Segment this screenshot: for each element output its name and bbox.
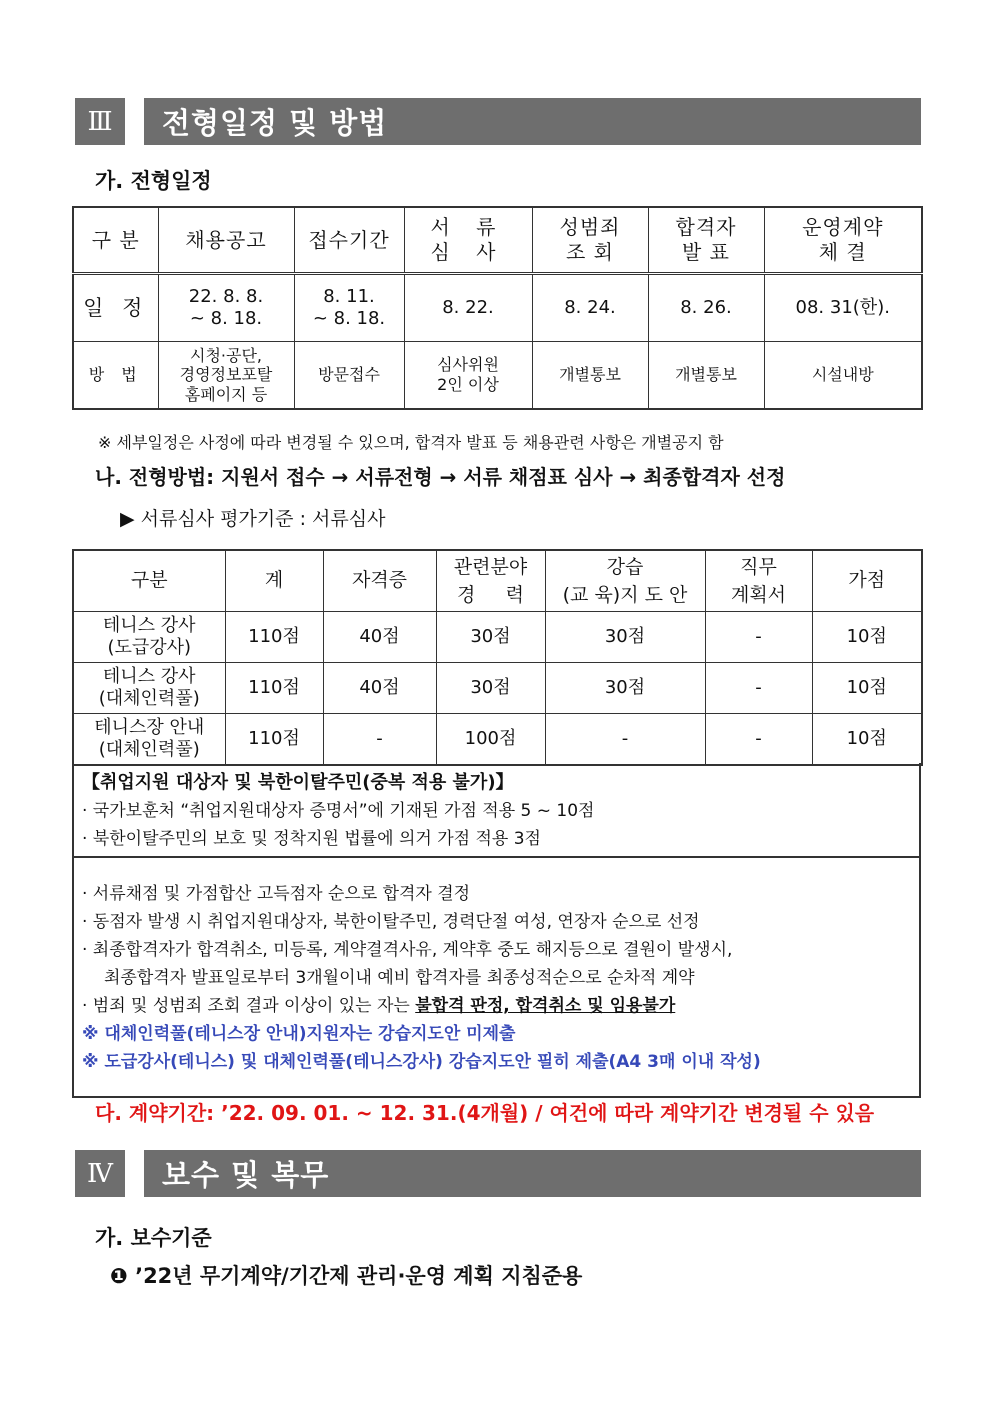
table-cell: 10점	[812, 714, 922, 766]
table-cell: 8. 26.	[648, 274, 764, 342]
header-cell: 자격증	[323, 550, 436, 612]
header-cell: 성범죄 조 회	[532, 207, 648, 274]
header-cell: 관련분야 경 력	[436, 550, 545, 612]
blue-note: ※ 도급강사(테니스) 및 대체인력풀(테니스강사) 강습지도안 필히 제출(A4 3매 이내 작성)	[82, 1052, 761, 1072]
pay-heading: 가. 보수기준	[95, 1226, 212, 1250]
rules-box	[72, 857, 921, 1098]
table-cell: 30점	[436, 663, 545, 714]
header-cell: 채용공고	[158, 207, 294, 274]
table-cell: 8. 24.	[532, 274, 648, 342]
header-cell: 운영계약 체 결	[764, 207, 922, 274]
section-number: Ⅲ	[75, 98, 125, 145]
table-cell: 08. 31(한).	[764, 274, 922, 342]
rule-line: · 서류채점 및 가점합산 고득점자 순으로 합격자 결정	[82, 884, 471, 904]
section-number: Ⅳ	[75, 1150, 125, 1197]
table-cell: -	[705, 663, 812, 714]
table-cell: 30점	[545, 612, 705, 663]
header-cell: 접수기간	[294, 207, 404, 274]
number-one-icon: ❶	[110, 1264, 128, 1288]
table-cell: 개별통보	[648, 342, 764, 410]
table-cell: -	[545, 714, 705, 766]
pay-item-text: ’22년 무기계약/기간제 관리·운영 계획 지침준용	[135, 1264, 583, 1288]
table-cell: -	[705, 714, 812, 766]
section-title: 보수 및 복무	[144, 1150, 921, 1197]
header-cell: 직무 계획서	[705, 550, 812, 612]
bonus-line: · 국가보훈처 “취업지원대상자 증명서”에 기재된 가점 적용 5 ~ 10점	[82, 801, 595, 821]
header-cell: 서 류 심 사	[404, 207, 532, 274]
table-row	[73, 612, 922, 663]
row-label: 일 정	[73, 274, 158, 342]
blue-note: ※ 대체인력풀(테니스장 안내)지원자는 강습지도안 미제출	[82, 1024, 516, 1044]
method-heading: 나. 전형방법: 지원서 접수 → 서류전형 → 서류 채점표 심사 → 최종합격자 선정	[95, 465, 786, 489]
criteria-line: ▶ 서류심사 평가기준 : 서류심사	[120, 508, 386, 530]
bonus-line: · 북한이탈주민의 보호 및 정착지원 법률에 의거 가점 적용 3점	[82, 829, 541, 849]
table-cell: 40점	[323, 663, 436, 714]
table-cell: 10점	[812, 663, 922, 714]
rule-line: 최종합격자 발표일로부터 3개월이내 예비 합격자를 최종성적순으로 순차적 계약	[104, 968, 695, 988]
table-cell: 30점	[545, 663, 705, 714]
row-label: 방 법	[73, 342, 158, 410]
table-cell: 30점	[436, 612, 545, 663]
table-cell: 테니스 강사 (대체인력풀)	[73, 663, 225, 714]
header-cell: 구분	[73, 550, 225, 612]
table-cell: 110점	[225, 663, 323, 714]
table-cell: 개별통보	[532, 342, 648, 410]
bonus-title: 【취업지원 대상자 및 북한이탈주민(중복 적용 불가)】	[82, 772, 514, 793]
header-cell: 계	[225, 550, 323, 612]
schedule-table	[72, 206, 923, 410]
evaluation-table	[72, 549, 923, 766]
rule-emphasis: 불합격 판정, 합격취소 및 임용불가	[415, 996, 676, 1016]
table-cell: 110점	[225, 714, 323, 766]
table-row	[73, 714, 922, 766]
section-title: 전형일정 및 방법	[144, 98, 921, 145]
table-cell: 100점	[436, 714, 545, 766]
rule-line: · 최종합격자가 합격취소, 미등록, 계약결격사유, 계약후 중도 해지등으로 결원이 발생시,	[82, 940, 733, 960]
schedule-note: ※ 세부일정은 사정에 따라 변경될 수 있으며, 합격자 발표 등 채용관련 사항은 개별공지 함	[98, 433, 724, 452]
bonus-box	[72, 763, 921, 858]
header-cell: 가점	[812, 550, 922, 612]
table-cell: 시청·공단, 경영정보포탈 홈페이지 등	[158, 342, 294, 410]
table-cell: 22. 8. 8. ~ 8. 18.	[158, 274, 294, 342]
table-cell: 심사위원 2인 이상	[404, 342, 532, 410]
header-cell: 구 분	[73, 207, 158, 274]
rule-line	[82, 992, 919, 1020]
table-cell: 방문접수	[294, 342, 404, 410]
contract-period: 다. 계약기간: ’22. 09. 01. ~ 12. 31.(4개월) / 여건에 따라 계약기간 변경될 수 있음	[95, 1101, 875, 1125]
header-cell: 합격자 발 표	[648, 207, 764, 274]
pay-item	[110, 1260, 582, 1290]
schedule-heading: 가. 전형일정	[95, 169, 212, 193]
table-row	[73, 663, 922, 714]
table-cell: 테니스장 안내 (대체인력풀)	[73, 714, 225, 766]
rule-text: · 범죄 및 성범죄 조회 결과 이상이 있는 자는	[82, 996, 416, 1016]
table-cell: 40점	[323, 612, 436, 663]
table-cell: -	[705, 612, 812, 663]
header-cell: 강습 (교 육)지 도 안	[545, 550, 705, 612]
table-cell: -	[323, 714, 436, 766]
table-cell: 테니스 강사 (도급강사)	[73, 612, 225, 663]
table-cell: 10점	[812, 612, 922, 663]
table-cell: 8. 22.	[404, 274, 532, 342]
table-cell: 110점	[225, 612, 323, 663]
table-cell: 8. 11. ~ 8. 18.	[294, 274, 404, 342]
rule-line: · 동점자 발생 시 취업지원대상자, 북한이탈주민, 경력단절 여성, 연장자 순으로 선정	[82, 912, 700, 932]
table-cell: 시설내방	[764, 342, 922, 410]
